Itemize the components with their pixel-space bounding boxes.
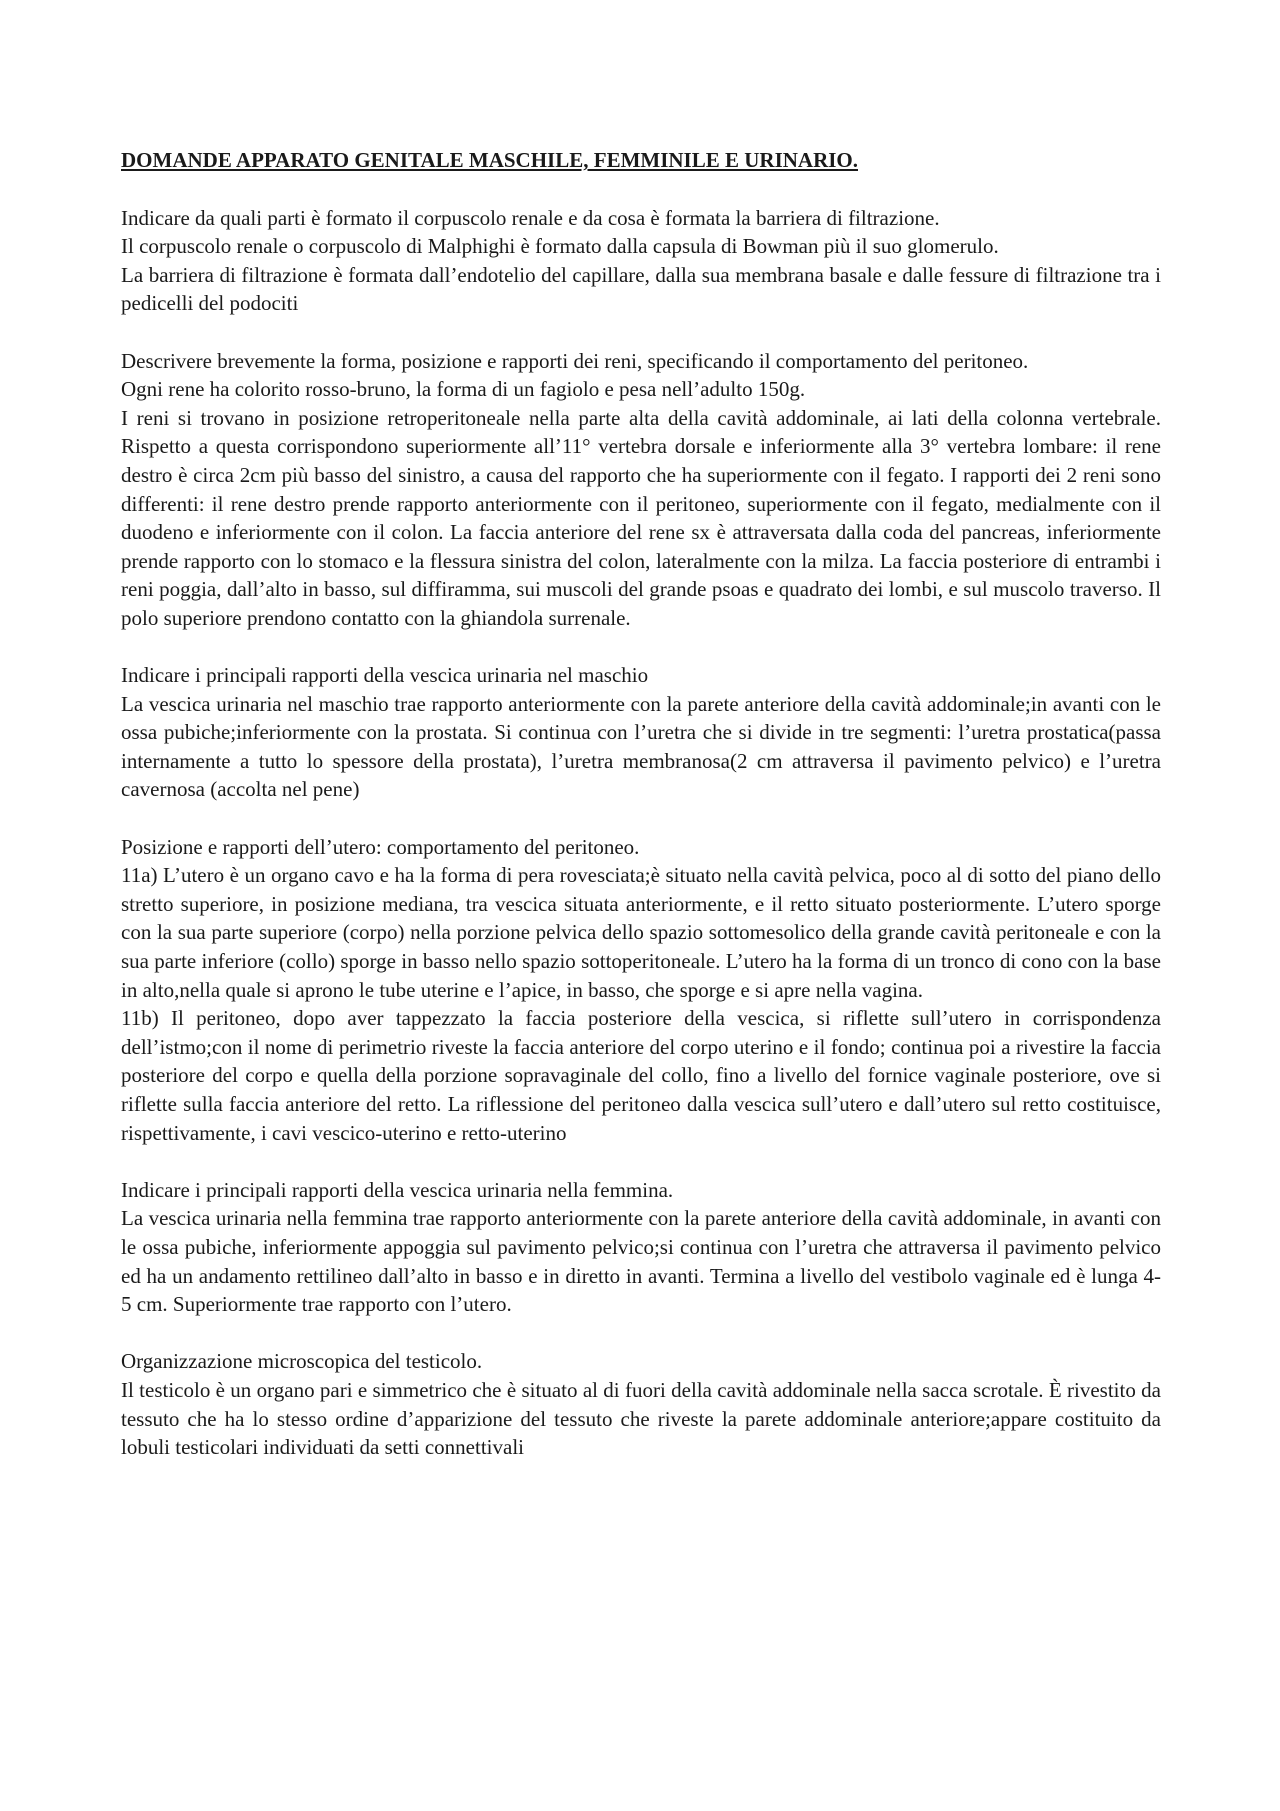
- answer-paragraph: 11a) L’utero è un organo cavo e ha la forma di pera rovesciata;è situato nella cavità pelvica, poco al di sotto del piano dello stretto superiore, in posizione mediana, tra vescica situata anteriormente, e il retto situato posteriormente. L’utero sporge con la sua parte superiore (corpo) nella porzione pelvica dello spazio sottomesolico della grande cavità peritoneale e con la sua parte inferiore (collo) sporge in basso nello spazio sottoperitoneale. L’utero ha la forma di un tronco di cono con la base in alto,nella quale si aprono le tube uterine e l’apice, in basso, che sporge e si apre nella vagina.: [121, 863, 1161, 1002]
- answer-paragraph: Il testicolo è un organo pari e simmetrico che è situato al di fuori della cavità addominale nella sacca scrotale. È rivestito da tessuto che ha lo stesso ordine d’apparizione del tessuto che riveste la parete addominale anteriore;appare costituito da lobuli testicolari individuati da setti connettivali: [121, 1377, 1161, 1460]
- section-testicolo: [121, 1347, 1161, 1461]
- answer-paragraph: La barriera di filtrazione è formata dall’endotelio del capillare, dalla sua membrana basale e dalle fessure di filtrazione tra i pedicelli del podociti: [121, 262, 1161, 316]
- question-text: Indicare i principali rapporti della vescica urinaria nella femmina.: [121, 1177, 674, 1202]
- document-title: DOMANDE APPARATO GENITALE MASCHILE, FEMMINILE E URINARIO.: [121, 148, 858, 172]
- question-text: Descrivere brevemente la forma, posizione e rapporti dei reni, specificando il comportamento del peritoneo.: [121, 348, 1029, 373]
- question-text: Indicare i principali rapporti della vescica urinaria nel maschio: [121, 663, 649, 688]
- answer-paragraph: 11b) Il peritoneo, dopo aver tappezzato la faccia posteriore della vescica, si riflette sull’utero in corrispondenza dell’istmo;con il nome di perimetrio riveste la faccia anteriore del corpo uterino e il fondo; continua poi a rivestire la faccia posteriore del corpo e quella della porzione sopravaginale del collo, fino a livello del fornice vaginale posteriore, ove si riflette sulla faccia anteriore del retto. La riflessione del peritoneo dalla vescica sull’utero e dall’utero sul retto costituisce, rispettivamente, i cavi vescico-uterino e retto-uterino: [121, 1006, 1161, 1145]
- document-page: [121, 146, 1161, 1490]
- answer-paragraph: I reni si trovano in posizione retroperitoneale nella parte alta della cavità addominale, ai lati della colonna vertebrale. Rispetto a questa corrispondono superiormente all’11° vertebra dorsale e inferiormente alla 3° vertebra lombare: il rene destro è circa 2cm più basso del sinistro, a causa del rapporto che ha superiormente con il fegato. I rapporti dei 2 reni sono differenti: il rene destro prende rapporto anteriormente con il peritoneo, superiormente con il fegato, medialmente con il duodeno e inferiormente con il colon. La faccia anteriore del rene sx è attraversata dalla coda del pancreas, inferiormente prende rapporto con lo stomaco e la flessura sinistra del colon, lateralmente con la milza. La faccia posteriore di entrambi i reni poggia, dall’alto in basso, sul diffiramma, sui muscoli del grande psoas e quadrato dei lombi, e sul muscolo traverso. Il polo superiore prendono contatto con la ghiandola surrenale.: [121, 405, 1161, 630]
- answer-paragraph: La vescica urinaria nel maschio trae rapporto anteriormente con la parete anteriore della cavità addominale;in avanti con le ossa pubiche;inferiormente con la prostata. Si continua con l’uretra che si divide in tre segmenti: l’uretra prostatica(passa internamente a tutto lo spessore della prostata), l’uretra membranosa(2 cm attraversa il pavimento pelvico) e l’uretra cavernosa (accolta nel pene): [121, 691, 1161, 802]
- question-text: Posizione e rapporti dell’utero: comportamento del peritoneo.: [121, 834, 640, 859]
- section-corpuscolo-renale: [121, 204, 1161, 318]
- answer-paragraph: Il corpuscolo renale o corpuscolo di Malphighi è formato dalla capsula di Bowman più il suo glomerulo.: [121, 234, 999, 259]
- section-vescica-maschio: [121, 661, 1161, 804]
- section-utero: [121, 833, 1161, 1148]
- answer-paragraph: Ogni rene ha colorito rosso-bruno, la forma di un fagiolo e pesa nell’adulto 150g.: [121, 377, 806, 402]
- question-text: Indicare da quali parti è formato il corpuscolo renale e da cosa è formata la barriera di filtrazione.: [121, 205, 940, 230]
- section-vescica-femmina: [121, 1176, 1161, 1319]
- section-reni: [121, 347, 1161, 633]
- question-text: Organizzazione microscopica del testicolo.: [121, 1349, 483, 1374]
- answer-paragraph: La vescica urinaria nella femmina trae rapporto anteriormente con la parete anteriore della cavità addominale, in avanti con le ossa pubiche, inferiormente appoggia sul pavimento pelvico;si continua con l’uretra che attraversa il pavimento pelvico ed ha un andamento rettilineo dall’alto in basso e in diretto in avanti. Termina a livello del vestibolo vaginale ed è lunga 4-5 cm. Superiormente trae rapporto con l’utero.: [121, 1206, 1161, 1317]
